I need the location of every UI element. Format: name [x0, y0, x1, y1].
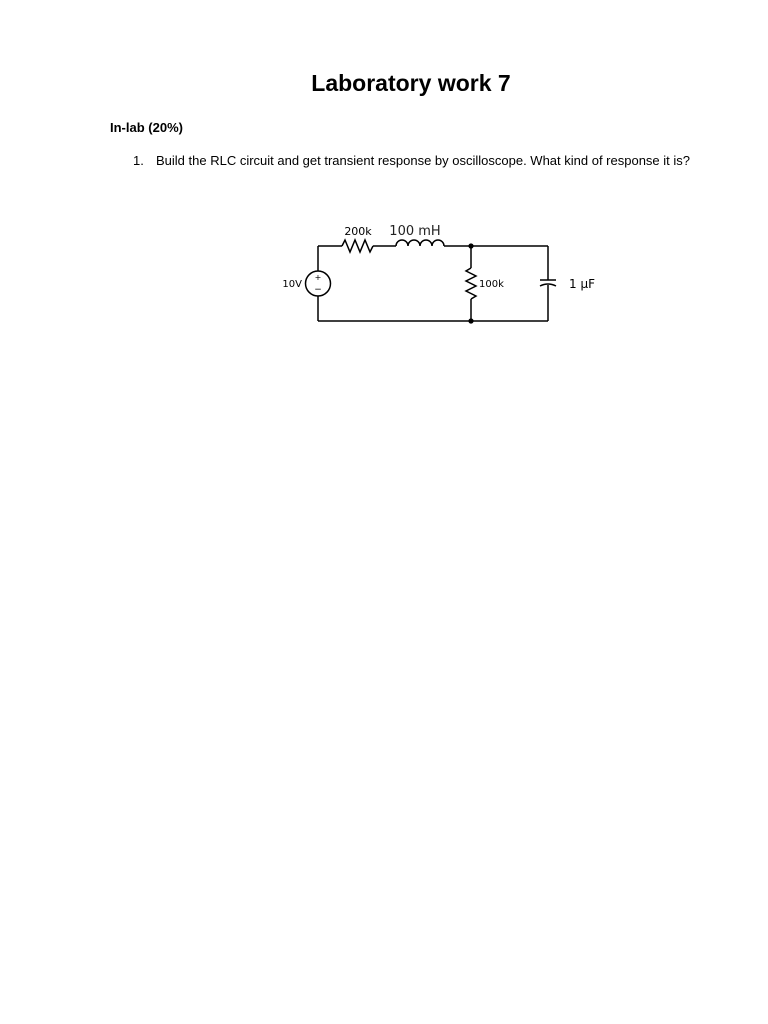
task-text: Build the RLC circuit and get transient response by oscilloscope. What kind of response it is?: [156, 153, 690, 168]
shunt-resistor-label: 100k: [479, 279, 504, 290]
inductor-symbol: [396, 240, 444, 246]
task-list: [110, 150, 710, 171]
rlc-circuit-diagram: [270, 218, 610, 330]
task-item: [110, 150, 710, 171]
source-minus-sign: −: [314, 285, 322, 295]
source-label: 10V: [282, 279, 302, 290]
shunt-resistor-symbol: [466, 268, 476, 299]
task-number: 1.: [133, 153, 144, 168]
inductor-label: 100 mH: [389, 224, 441, 239]
series-resistor-symbol: [342, 240, 373, 252]
page-title: Laboratory work 7: [311, 70, 511, 96]
series-resistor-label: 200k: [344, 225, 372, 238]
capacitor-label: 1 μF: [569, 277, 595, 291]
junction-dot-top: [468, 243, 473, 248]
section-heading: In-lab (20%): [110, 120, 183, 135]
source-plus-sign: +: [314, 273, 322, 282]
junction-dot-bottom: [468, 318, 473, 323]
